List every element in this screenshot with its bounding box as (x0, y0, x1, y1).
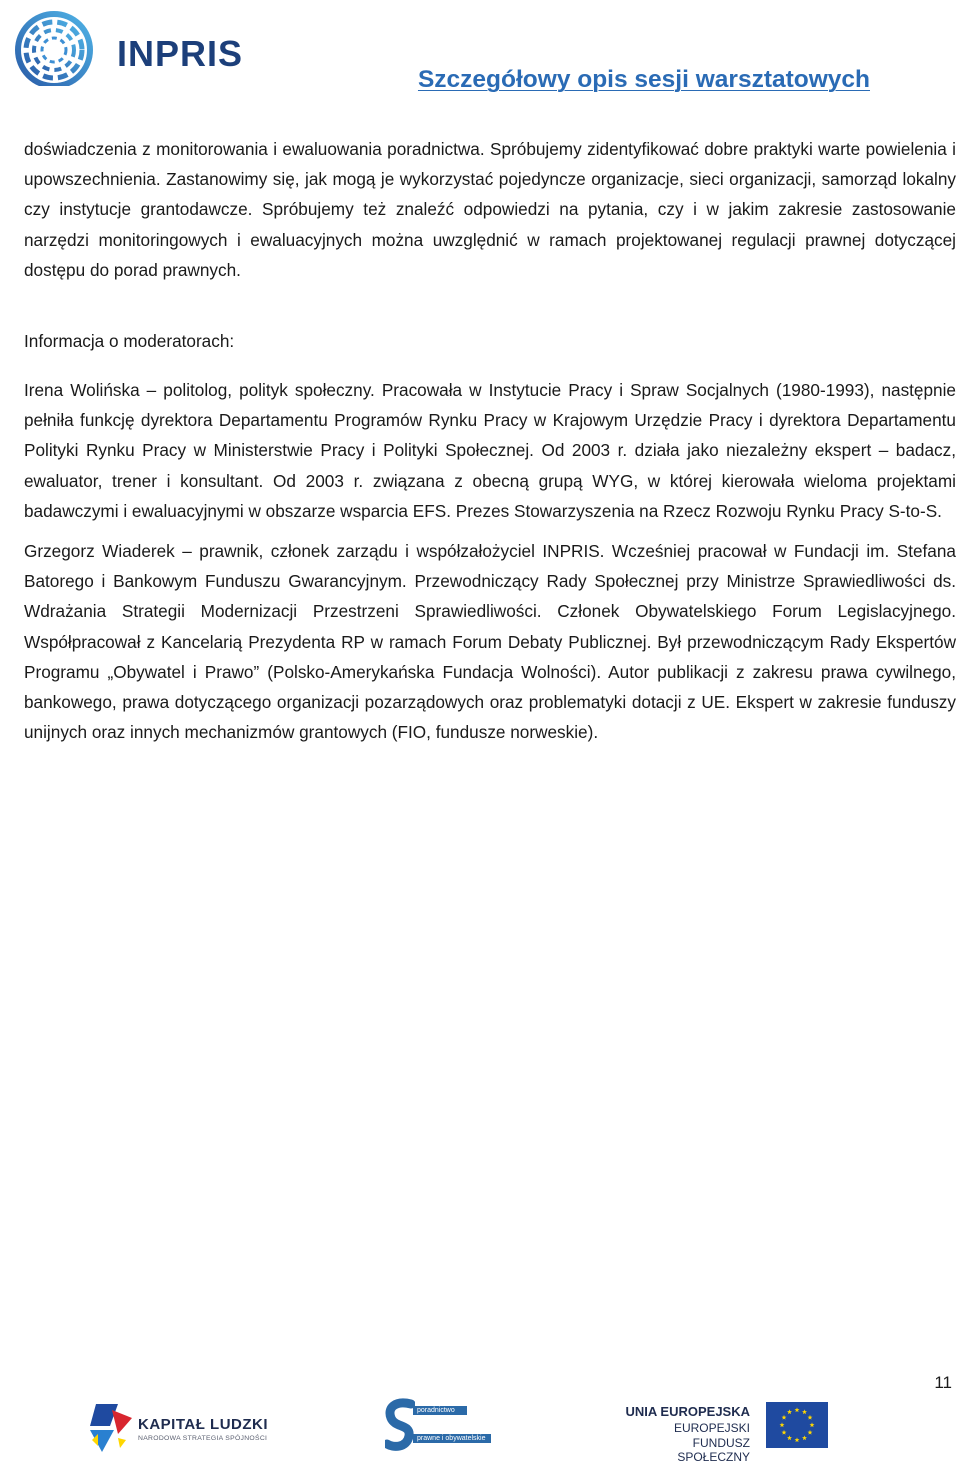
inpris-emblem-icon (4, 6, 114, 86)
poradnictwo-label: poradnictwo (413, 1406, 467, 1415)
eu-line-2: EUROPEJSKI (673, 1421, 750, 1435)
kapital-ludzki-subtitle: NARODOWA STRATEGIA SPÓJNOŚCI (138, 1435, 268, 1442)
paragraph-moderator-1: Irena Wolińska – politolog, polityk społeczny. Pracowała w Instytucie Pracy i Spraw Socjalnych (1980-1993), następnie pełniła funkcję dyrektora Departamentu Programów Rynku Pracy w Krajowym Urzędzie Pracy i dyrektora Departamentu Polityki Rynku Pracy w Ministerstwie Pracy i Polityki Społecznej. Od 2003 r. działa jako niezależny ekspert – badacz, ewaluator, trener i konsultant. Od 2003 r. związana z obecną grupą WYG, w której kierowała wieloma projektami badawczymi i ewaluacyjnymi w obszarze wsparcia EFS. Prezes Stowarzyszenia na Rzecz Rozwoju Rynku Pracy S-to-S. (24, 380, 956, 521)
kapital-ludzki-emblem-icon (88, 1400, 134, 1454)
eu-flag-icon (766, 1402, 828, 1448)
eu-line-1: UNIA EUROPEJSKA (625, 1404, 750, 1419)
paragraph-intro: doświadczenia z monitorowania i ewaluowania poradnictwa. Spróbujemy zidentyfikować dobre praktyki warte powielenia i upowszechnienia. Zastanowimy się, jak mogą je wykorzystać pojedyncze organizacje, sieci organizacji, samorząd lokalny czy instytucje grantodawcze. Spróbujemy też znaleźć odpowiedzi na pytania, czy i w jakim zakresie zastosowanie narzędzi monitoringowych i ewaluacyjnych można uwzględnić w ramach projektowanej regulacji prawnej dotyczącej dostępu do porad prawnych. (24, 139, 956, 280)
page-number: 11 (934, 1373, 952, 1392)
kapital-ludzki-logo (88, 1400, 278, 1454)
poradnictwo-s-icon (385, 1398, 415, 1454)
page-header-title: Szczegółowy opis sesji warsztatowych (417, 66, 870, 93)
poradnictwo-logo (385, 1398, 510, 1454)
poradnictwo-sublabel: prawne i obywatelskie (413, 1434, 491, 1443)
section-heading: Informacja o moderatorach: (24, 331, 235, 352)
logo-text: INPRIS (117, 33, 244, 74)
eu-line-3: FUNDUSZ SPOŁECZNY (677, 1436, 750, 1464)
kapital-ludzki-title: KAPITAŁ LUDZKI (138, 1416, 269, 1433)
eu-efs-logo (620, 1402, 940, 1464)
document-body (24, 134, 956, 747)
paragraph-moderator-2: Grzegorz Wiaderek – prawnik, członek zarządu i współzałożyciel INPRIS. Wcześniej pracował w Fundacji im. Stefana Batorego i Bankowym Funduszu Gwarancyjnym. Przewodniczący Rady Społecznej przy Ministrze Sprawiedliwości ds. Wdrażania Strategii Modernizacji Przestrzeni Sprawiedliwości. Członek Obywatelskiego Forum Legislacyjnego. Współpracował z Kancelarią Prezydenta RP w ramach Forum Debaty Publicznej. Był przewodniczącym Rady Ekspertów Programu „Obywatel i Prawo” (Polsko-Amerykańska Fundacja Wolności). Autor publikacji z zakresu prawa cywilnego, bankowego, prawa dotyczącego organizacji pozarządowych oraz problematyki dotacji z UE. Ekspert w zakresie funduszy unijnych oraz innych mechanizmów grantowych (FIO, fundusze norweskie). (24, 541, 956, 743)
inpris-logo (4, 6, 244, 86)
